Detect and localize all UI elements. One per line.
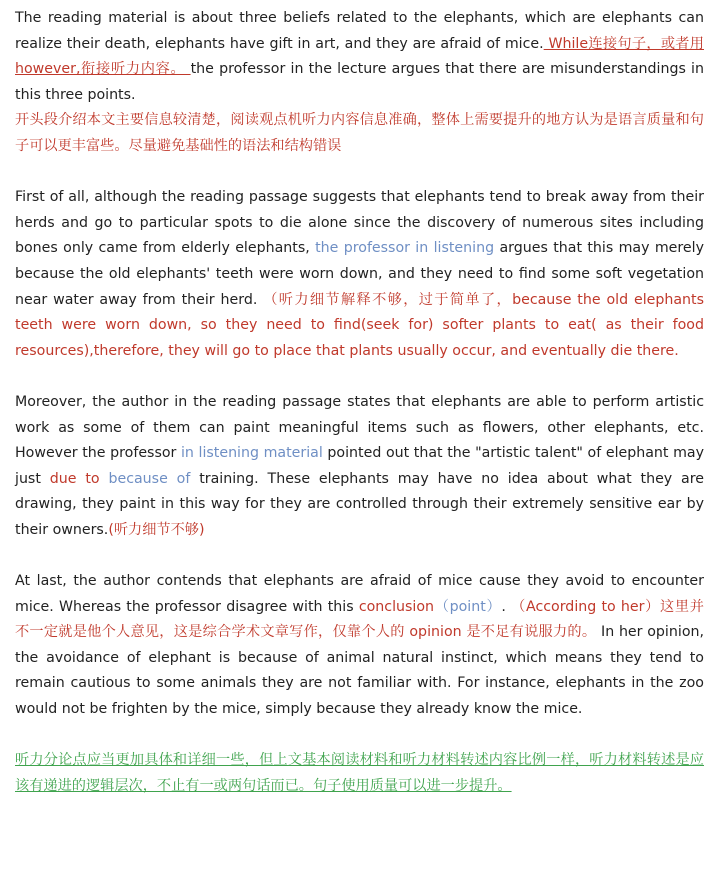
essay-text: Moreover, the author in the reading passage states that elephants are able to perform artistic work as some of them can paint meaningful items such as flowers, other elephants, etc. However the professor (15, 393, 704, 462)
inserted-text: because of (99, 470, 191, 487)
teacher-comment: While连接句子，或者用 however,衔接听力内容。 (15, 35, 704, 78)
paragraph-first-point (15, 185, 704, 364)
essay-text: First of all, although the reading passage suggests that elephants tend to break away from their herds and go to particular spots to die alone since the discovery of numerous sites including bones only came from elderly elephants, (15, 189, 704, 257)
paragraph-gap (15, 160, 704, 186)
essay-text: pointed out that the "artistic talent" of elephant may just (15, 445, 704, 487)
paragraph-second-point (15, 390, 704, 544)
paragraph-gap (15, 364, 704, 390)
essay-text: At last, the author contends that elephants are afraid of mice cause they avoid to encounter mice. Whereas the professor disagree with this (15, 573, 704, 615)
essay-text: The reading material is about three beliefs related to the elephants, which are elephants can realize their death, elephants have gift in art, and they are afraid of mice. (15, 10, 704, 52)
essay-text: the professor in the lecture argues that there are misunderstandings in this three points. (15, 61, 704, 103)
paragraph-gap (15, 543, 704, 569)
inserted-text: the professor in listening (309, 240, 495, 257)
corrected-text: conclusion (353, 598, 435, 615)
paragraph-gap (15, 723, 704, 749)
essay-text: In her opinion, the avoidance of elephant is because of animal natural instinct, which means they tend to remain cautious to some animals they are not familiar with. For instance, elephants in the zoo would not be frighten by the mice, simply because they already know the mice. (15, 624, 704, 718)
paragraph-third-point (15, 569, 704, 723)
paragraph-intro (15, 6, 704, 108)
inserted-text: in listening material (176, 445, 323, 462)
inserted-text: （point） (434, 598, 502, 615)
teacher-summary-comment: 听力分论点应当更加具体和详细一些，但上文基本阅读材料和听力材料转述内容比例一样，听力材料转述是应该有递进的逻辑层次，不止有一或两句话而已。句子使用质量可以进一步提升。 (15, 752, 704, 794)
teacher-comment-intro: 开头段介绍本文主要信息较清楚，阅读观点机听力内容信息准确，整体上需要提升的地方认为是语言质量和句子可以更丰富些。尽量避免基础性的语法和结构错误 (15, 112, 704, 154)
essay-text: argues that this may merely because the old elephants' teeth were worn down, and they need to find some soft vegetation near water away from their herd. (15, 240, 704, 308)
teacher-comment: （According to her）这里并不一定就是他个人意见，这是综合学术文章写作，仅靠个人的 opinion 是不足有说服力的。 (15, 598, 704, 641)
essay-text: training. These elephants may have no idea about what they are drawing, they paint in this way for they are controlled through their extremely sensitive ear by their owners. (15, 470, 704, 538)
teacher-comment: (听力细节不够) (108, 521, 205, 538)
corrected-text: due to (40, 470, 100, 487)
essay-text: . (501, 598, 506, 615)
teacher-comment: （听力细节解释不够，过于简单了，because the old elephants teeth were worn down, so they need to find(seek for) softer plants to eat( as their food resources),therefore, they will go to place that plants usually occur, and eventually die there. (15, 291, 704, 359)
